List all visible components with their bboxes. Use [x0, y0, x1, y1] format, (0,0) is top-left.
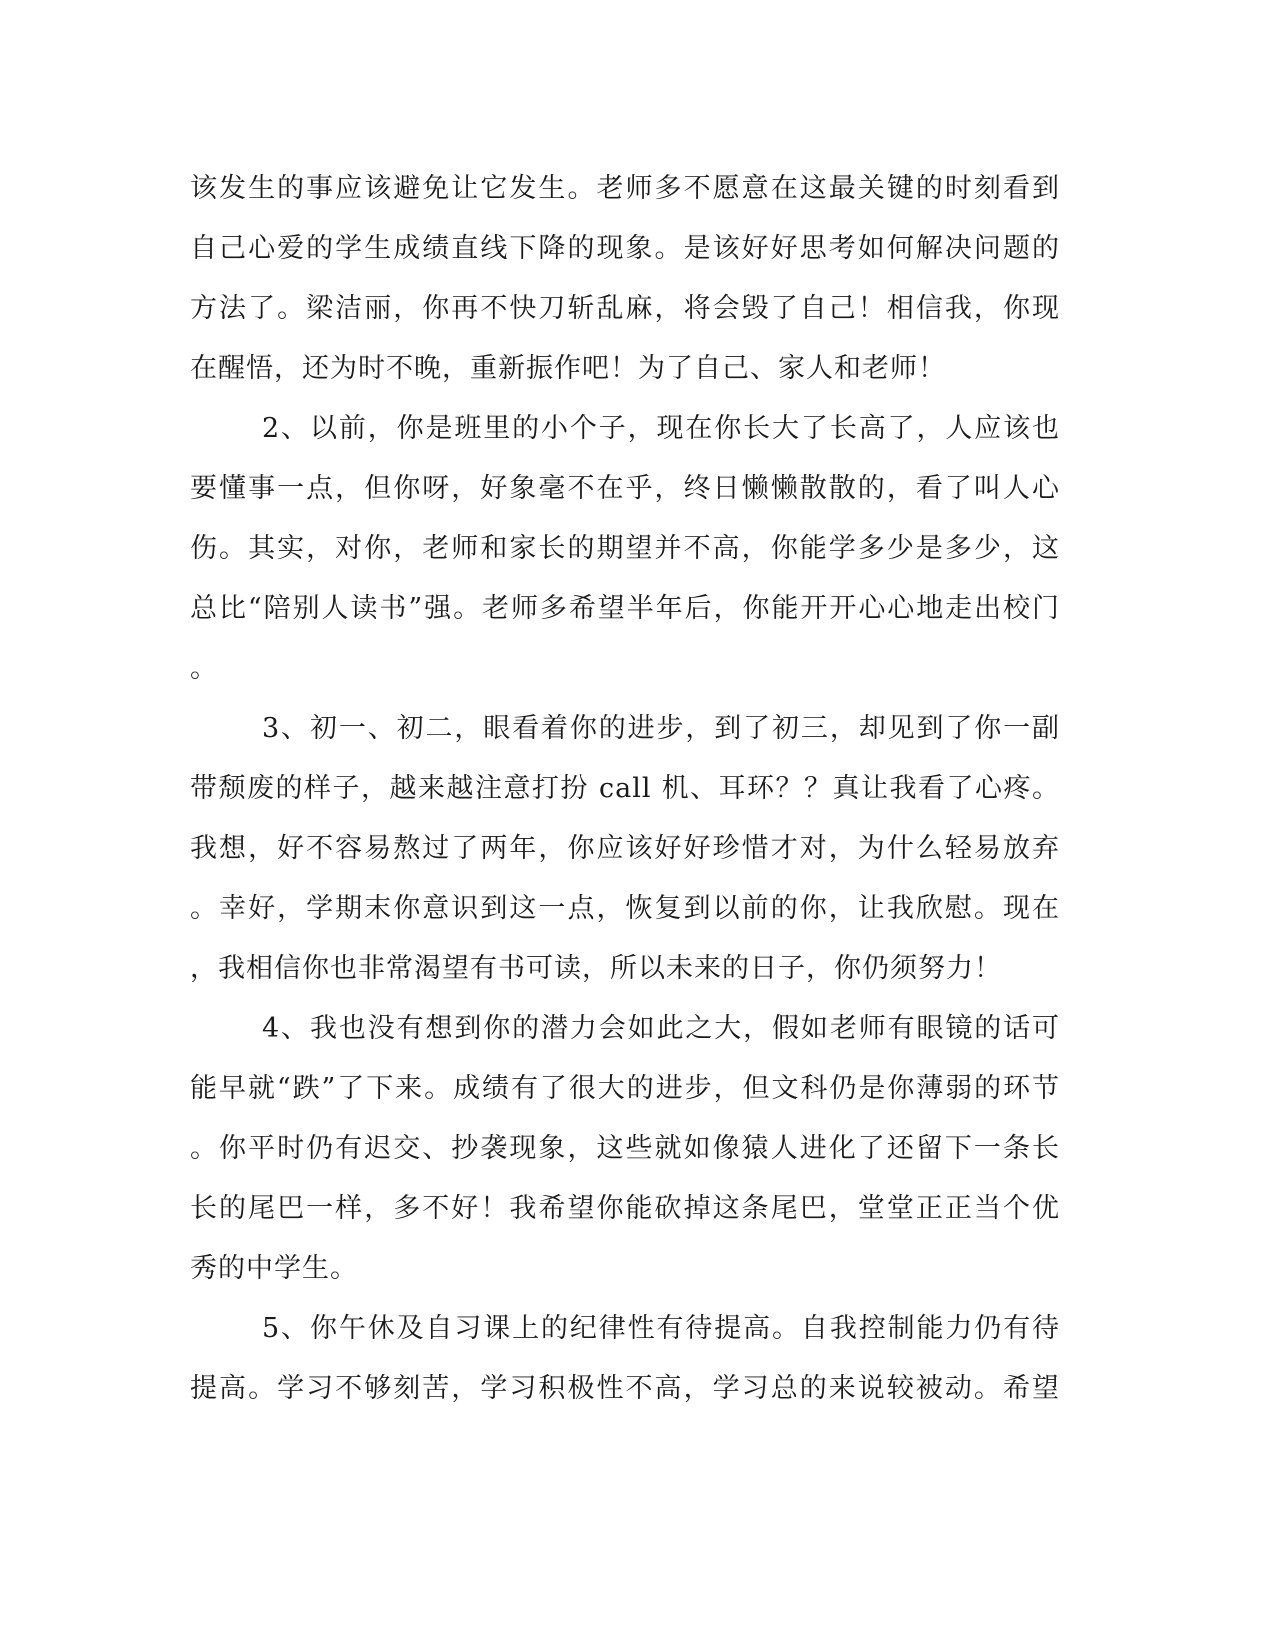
text-line: 提高。学习不够刻苦，学习积极性不高，学习总的来说较被动。希望: [190, 1373, 1060, 1404]
paragraph-3-first-line: 3、初一、初二，眼看着你的进步，到了初三，却见到了你一副: [262, 713, 1060, 744]
text-line: 长的尾巴一样，多不好！我希望你能砍掉这条尾巴，堂堂正正当个优: [190, 1193, 1060, 1224]
text-line: 自己心爱的学生成绩直线下降的现象。是该好好思考如何解决问题的: [190, 233, 1060, 264]
text-line: 。你平时仍有迟交、抄袭现象，这些就如像猿人进化了还留下一条长: [190, 1133, 1060, 1164]
text-line: 在醒悟，还为时不晚，重新振作吧！为了自己、家人和老师！: [190, 353, 946, 384]
text-line: ，我相信你也非常渴望有书可读，所以未来的日子，你仍须努力！: [190, 953, 1002, 984]
paragraph-2-first-line: 2、以前，你是班里的小个子，现在你长大了长高了，人应该也: [262, 413, 1060, 444]
text-line: 总比“陪别人读书”强。老师多希望半年后，你能开开心心地走出校门: [190, 593, 1060, 624]
paragraph-4-first-line: 4、我也没有想到你的潜力会如此之大，假如老师有眼镜的话可: [262, 1013, 1060, 1044]
text-line: 。幸好，学期末你意识到这一点，恢复到以前的你，让我欣慰。现在: [190, 893, 1060, 924]
paragraph-5-first-line: 5、你午休及自习课上的纪律性有待提高。自我控制能力仍有待: [262, 1313, 1060, 1344]
text-line: 能早就“跌”了下来。成绩有了很大的进步，但文科仍是你薄弱的环节: [190, 1073, 1060, 1104]
text-line: 要懂事一点，但你呀，好象毫不在乎，终日懒懒散散的，看了叫人心: [190, 473, 1060, 504]
text-line: 。: [190, 653, 218, 684]
text-line: 秀的中学生。: [190, 1253, 358, 1284]
text-line: 带颓废的样子，越来越注意打扮 call 机、耳环？？真让我看了心疼。: [190, 773, 1060, 804]
text-line: 伤。其实，对你，老师和家长的期望并不高，你能学多少是多少，这: [190, 533, 1060, 564]
text-line: 我想，好不容易熬过了两年，你应该好好珍惜才对，为什么轻易放弃: [190, 833, 1060, 864]
text-line: 方法了。梁洁丽，你再不快刀斩乱麻，将会毁了自己！相信我，你现: [190, 293, 1060, 324]
text-line: 该发生的事应该避免让它发生。老师多不愿意在这最关键的时刻看到: [190, 173, 1060, 204]
